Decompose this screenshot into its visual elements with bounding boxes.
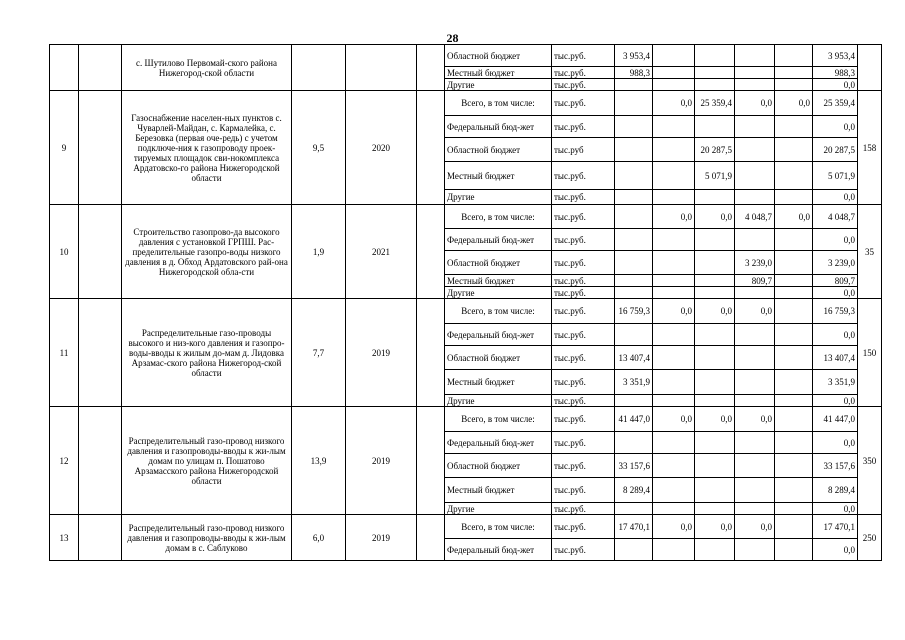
total-cell: 25 359,4 [813, 91, 858, 116]
total-cell: 988,3 [813, 67, 858, 79]
total-cell: 20 287,5 [813, 138, 858, 162]
unit: тыс.руб. [552, 515, 615, 539]
value-cell [615, 229, 653, 251]
object-description: Распределительный газо-провод низкого давления и газопроводы-вводы к жи-лым домам по улицам п. Пошатово Арзамасского района Нижегородской области [122, 407, 292, 515]
value-cell [653, 539, 695, 561]
unit: тыс.руб. [552, 79, 615, 91]
length-km: 7,7 [292, 299, 346, 407]
value-cell [653, 79, 695, 91]
value-cell: 33 157,6 [615, 454, 653, 478]
value-cell [775, 138, 813, 162]
funding-source: Местный бюджет [445, 162, 552, 190]
empty-cell [79, 45, 122, 91]
total-cell: 0,0 [813, 287, 858, 299]
value-cell [735, 162, 775, 190]
row-number: 10 [50, 205, 79, 299]
households-count: 150 [858, 299, 882, 407]
budget-table [49, 44, 882, 561]
value-cell [775, 515, 813, 539]
value-cell [695, 190, 735, 205]
value-cell [653, 138, 695, 162]
value-cell: 0,0 [695, 299, 735, 324]
households-count: 158 [858, 91, 882, 205]
value-cell [615, 205, 653, 229]
total-cell: 0,0 [813, 503, 858, 515]
total-cell: 0,0 [813, 190, 858, 205]
value-cell [775, 432, 813, 454]
empty-cell [417, 515, 445, 561]
value-cell [615, 251, 653, 275]
empty-cell [79, 299, 122, 407]
empty-cell [417, 407, 445, 515]
total-cell: 5 071,9 [813, 162, 858, 190]
value-cell [695, 503, 735, 515]
value-cell [695, 370, 735, 395]
year: 2021 [346, 205, 417, 299]
unit: тыс.руб. [552, 407, 615, 432]
value-cell: 0,0 [653, 91, 695, 116]
funding-source: Областной бюджет [445, 138, 552, 162]
funding-source: Федеральный бюд-жет [445, 116, 552, 138]
unit: тыс.руб. [552, 251, 615, 275]
value-cell: 0,0 [653, 515, 695, 539]
value-cell [653, 67, 695, 79]
unit: тыс.руб. [552, 454, 615, 478]
year: 2020 [346, 91, 417, 205]
value-cell [695, 275, 735, 287]
total-cell: 0,0 [813, 79, 858, 91]
funding-source: Федеральный бюд-жет [445, 229, 552, 251]
empty-cell [417, 205, 445, 299]
value-cell: 0,0 [653, 205, 695, 229]
value-cell [653, 116, 695, 138]
value-cell [695, 229, 735, 251]
value-cell [695, 251, 735, 275]
funding-source: Местный бюджет [445, 67, 552, 79]
households-count: 250 [858, 515, 882, 561]
unit: тыс.руб. [552, 432, 615, 454]
value-cell [775, 116, 813, 138]
value-cell [653, 162, 695, 190]
value-cell [775, 324, 813, 346]
value-cell [695, 79, 735, 91]
value-cell: 0,0 [775, 205, 813, 229]
total-cell: 0,0 [813, 539, 858, 561]
value-cell [735, 346, 775, 370]
year: 2019 [346, 515, 417, 561]
households-count [858, 45, 882, 91]
table-row [50, 205, 882, 229]
total-cell: 0,0 [813, 229, 858, 251]
value-cell [615, 138, 653, 162]
value-cell [735, 370, 775, 395]
value-cell [653, 229, 695, 251]
value-cell: 809,7 [735, 275, 775, 287]
value-cell [775, 67, 813, 79]
value-cell [735, 539, 775, 561]
unit: тыс.руб. [552, 370, 615, 395]
unit: тыс.руб. [552, 503, 615, 515]
value-cell [653, 503, 695, 515]
value-cell [653, 395, 695, 407]
empty-cell [79, 91, 122, 205]
value-cell [695, 67, 735, 79]
table-row [50, 299, 882, 324]
value-cell [653, 275, 695, 287]
unit: тыс.руб. [552, 205, 615, 229]
value-cell [735, 287, 775, 299]
value-cell: 0,0 [735, 407, 775, 432]
value-cell [615, 79, 653, 91]
value-cell [735, 190, 775, 205]
total-cell: 0,0 [813, 432, 858, 454]
funding-source: Областной бюджет [445, 45, 552, 67]
value-cell [775, 407, 813, 432]
funding-source: Областной бюджет [445, 251, 552, 275]
value-cell: 41 447,0 [615, 407, 653, 432]
funding-source: Другие [445, 395, 552, 407]
value-cell [653, 454, 695, 478]
value-cell [735, 503, 775, 515]
value-cell [653, 478, 695, 503]
total-cell: 17 470,1 [813, 515, 858, 539]
unit: тыс.руб. [552, 190, 615, 205]
value-cell [775, 162, 813, 190]
length-km [292, 45, 346, 91]
value-cell: 16 759,3 [615, 299, 653, 324]
row-number: 12 [50, 407, 79, 515]
value-cell [775, 454, 813, 478]
households-count: 350 [858, 407, 882, 515]
funding-source: Всего, в том числе: [445, 515, 552, 539]
funding-source: Областной бюджет [445, 454, 552, 478]
year: 2019 [346, 407, 417, 515]
funding-source: Местный бюджет [445, 275, 552, 287]
value-cell [775, 299, 813, 324]
total-cell: 13 407,4 [813, 346, 858, 370]
value-cell [735, 229, 775, 251]
value-cell [775, 370, 813, 395]
value-cell [695, 287, 735, 299]
unit: тыс.руб. [552, 539, 615, 561]
total-cell: 33 157,6 [813, 454, 858, 478]
value-cell [735, 79, 775, 91]
value-cell: 17 470,1 [615, 515, 653, 539]
total-cell: 809,7 [813, 275, 858, 287]
value-cell [735, 45, 775, 67]
funding-source: Федеральный бюд-жет [445, 324, 552, 346]
empty-cell [417, 299, 445, 407]
value-cell [735, 432, 775, 454]
unit: тыс.руб. [552, 287, 615, 299]
value-cell [653, 346, 695, 370]
object-description: Распределительные газо-проводы высокого и низ-кого давления и газопро-воды-вводы к жилым до-мам д. Лидовка Арзамас-ского района Нижегород-ской области [122, 299, 292, 407]
object-description: с. Шутилово Первомай-ского района Нижегород-ской области [122, 45, 292, 91]
unit: тыс.руб. [552, 162, 615, 190]
value-cell: 0,0 [735, 91, 775, 116]
length-km: 9,5 [292, 91, 346, 205]
value-cell [735, 324, 775, 346]
value-cell [695, 478, 735, 503]
value-cell [775, 251, 813, 275]
value-cell [615, 275, 653, 287]
value-cell [653, 251, 695, 275]
value-cell [615, 432, 653, 454]
value-cell [615, 287, 653, 299]
value-cell: 13 407,4 [615, 346, 653, 370]
unit: тыс.руб. [552, 395, 615, 407]
funding-source: Другие [445, 287, 552, 299]
value-cell: 8 289,4 [615, 478, 653, 503]
value-cell: 3 351,9 [615, 370, 653, 395]
value-cell [615, 162, 653, 190]
value-cell [615, 395, 653, 407]
unit: тыс.руб. [552, 45, 615, 67]
funding-source: Другие [445, 190, 552, 205]
value-cell [775, 478, 813, 503]
total-cell: 8 289,4 [813, 478, 858, 503]
value-cell [735, 395, 775, 407]
value-cell [615, 91, 653, 116]
unit: тыс.руб. [552, 91, 615, 116]
object-description: Распределительный газо-провод низкого давления и газопроводы-вводы к жи-лым домам в с. Саблуково [122, 515, 292, 561]
length-km: 6,0 [292, 515, 346, 561]
value-cell [775, 79, 813, 91]
total-cell: 3 351,9 [813, 370, 858, 395]
value-cell: 5 071,9 [695, 162, 735, 190]
total-cell: 4 048,7 [813, 205, 858, 229]
value-cell [653, 287, 695, 299]
value-cell [695, 454, 735, 478]
value-cell [653, 45, 695, 67]
value-cell [775, 346, 813, 370]
empty-cell [417, 45, 445, 91]
funding-source: Всего, в том числе: [445, 91, 552, 116]
row-number: 13 [50, 515, 79, 561]
total-cell: 3 953,4 [813, 45, 858, 67]
value-cell [615, 324, 653, 346]
unit: тыс.руб. [552, 324, 615, 346]
value-cell [735, 478, 775, 503]
row-number: 11 [50, 299, 79, 407]
value-cell [695, 432, 735, 454]
value-cell [735, 138, 775, 162]
unit: тыс.руб. [552, 116, 615, 138]
table-row [50, 515, 882, 539]
value-cell [775, 45, 813, 67]
value-cell [695, 324, 735, 346]
value-cell [775, 503, 813, 515]
value-cell [735, 454, 775, 478]
unit: тыс.руб. [552, 299, 615, 324]
table-row [50, 91, 882, 116]
value-cell [615, 539, 653, 561]
empty-cell [79, 407, 122, 515]
unit: тыс.руб. [552, 229, 615, 251]
value-cell: 0,0 [695, 407, 735, 432]
value-cell: 25 359,4 [695, 91, 735, 116]
funding-source: Другие [445, 503, 552, 515]
value-cell: 3 239,0 [735, 251, 775, 275]
empty-cell [79, 515, 122, 561]
table-row [50, 45, 882, 67]
unit: тыс.руб. [552, 346, 615, 370]
value-cell: 0,0 [653, 299, 695, 324]
total-cell: 0,0 [813, 324, 858, 346]
total-cell: 0,0 [813, 116, 858, 138]
value-cell: 3 953,4 [615, 45, 653, 67]
year [346, 45, 417, 91]
value-cell [695, 116, 735, 138]
funding-source: Другие [445, 79, 552, 91]
page-number: 28 [446, 31, 459, 45]
value-cell: 0,0 [653, 407, 695, 432]
object-description: Газоснабжение населен-ных пунктов с. Чуварлей-Майдан, с. Кармалейка, с. Березовка (первая оче-редь) с учетом подключе-ния к газопроводу проек-тируемых площадок сви-нокомплекса Ардатовско-го района Нижегородской области [122, 91, 292, 205]
value-cell: 4 048,7 [735, 205, 775, 229]
value-cell [615, 190, 653, 205]
unit: тыс.руб. [552, 478, 615, 503]
value-cell: 20 287,5 [695, 138, 735, 162]
total-cell: 16 759,3 [813, 299, 858, 324]
funding-source: Областной бюджет [445, 346, 552, 370]
row-number: 9 [50, 91, 79, 205]
value-cell [775, 190, 813, 205]
unit: тыс.руб. [552, 275, 615, 287]
length-km: 13,9 [292, 407, 346, 515]
value-cell [695, 45, 735, 67]
value-cell: 0,0 [735, 515, 775, 539]
value-cell: 0,0 [735, 299, 775, 324]
value-cell [615, 503, 653, 515]
value-cell [735, 116, 775, 138]
value-cell [775, 539, 813, 561]
unit: тыс.руб [552, 138, 615, 162]
value-cell [775, 395, 813, 407]
households-count: 35 [858, 205, 882, 299]
value-cell: 988,3 [615, 67, 653, 79]
year: 2019 [346, 299, 417, 407]
table-body [50, 45, 882, 561]
value-cell: 0,0 [775, 91, 813, 116]
value-cell [735, 67, 775, 79]
unit: тыс.руб. [552, 67, 615, 79]
value-cell [775, 275, 813, 287]
total-cell: 41 447,0 [813, 407, 858, 432]
value-cell [695, 395, 735, 407]
value-cell [695, 346, 735, 370]
empty-cell [79, 205, 122, 299]
total-cell: 3 239,0 [813, 251, 858, 275]
length-km: 1,9 [292, 205, 346, 299]
total-cell: 0,0 [813, 395, 858, 407]
empty-cell [417, 91, 445, 205]
funding-source: Всего, в том числе: [445, 205, 552, 229]
value-cell [653, 370, 695, 395]
funding-source: Местный бюджет [445, 370, 552, 395]
funding-source: Местный бюджет [445, 478, 552, 503]
row-number [50, 45, 79, 91]
funding-source: Федеральный бюд-жет [445, 539, 552, 561]
funding-source: Федеральный бюд-жет [445, 432, 552, 454]
value-cell [775, 229, 813, 251]
funding-source: Всего, в том числе: [445, 299, 552, 324]
value-cell [695, 539, 735, 561]
value-cell [653, 190, 695, 205]
value-cell [653, 324, 695, 346]
object-description: Строительство газопрово-да высокого давления с установкой ГРПШ. Рас-пределительные газопро-воды низкого давления в д. Обход Ардатовского рай-она Нижегородской обла-сти [122, 205, 292, 299]
value-cell: 0,0 [695, 205, 735, 229]
value-cell [615, 116, 653, 138]
value-cell [775, 287, 813, 299]
value-cell [653, 432, 695, 454]
funding-source: Всего, в том числе: [445, 407, 552, 432]
value-cell: 0,0 [695, 515, 735, 539]
table-row [50, 407, 882, 432]
